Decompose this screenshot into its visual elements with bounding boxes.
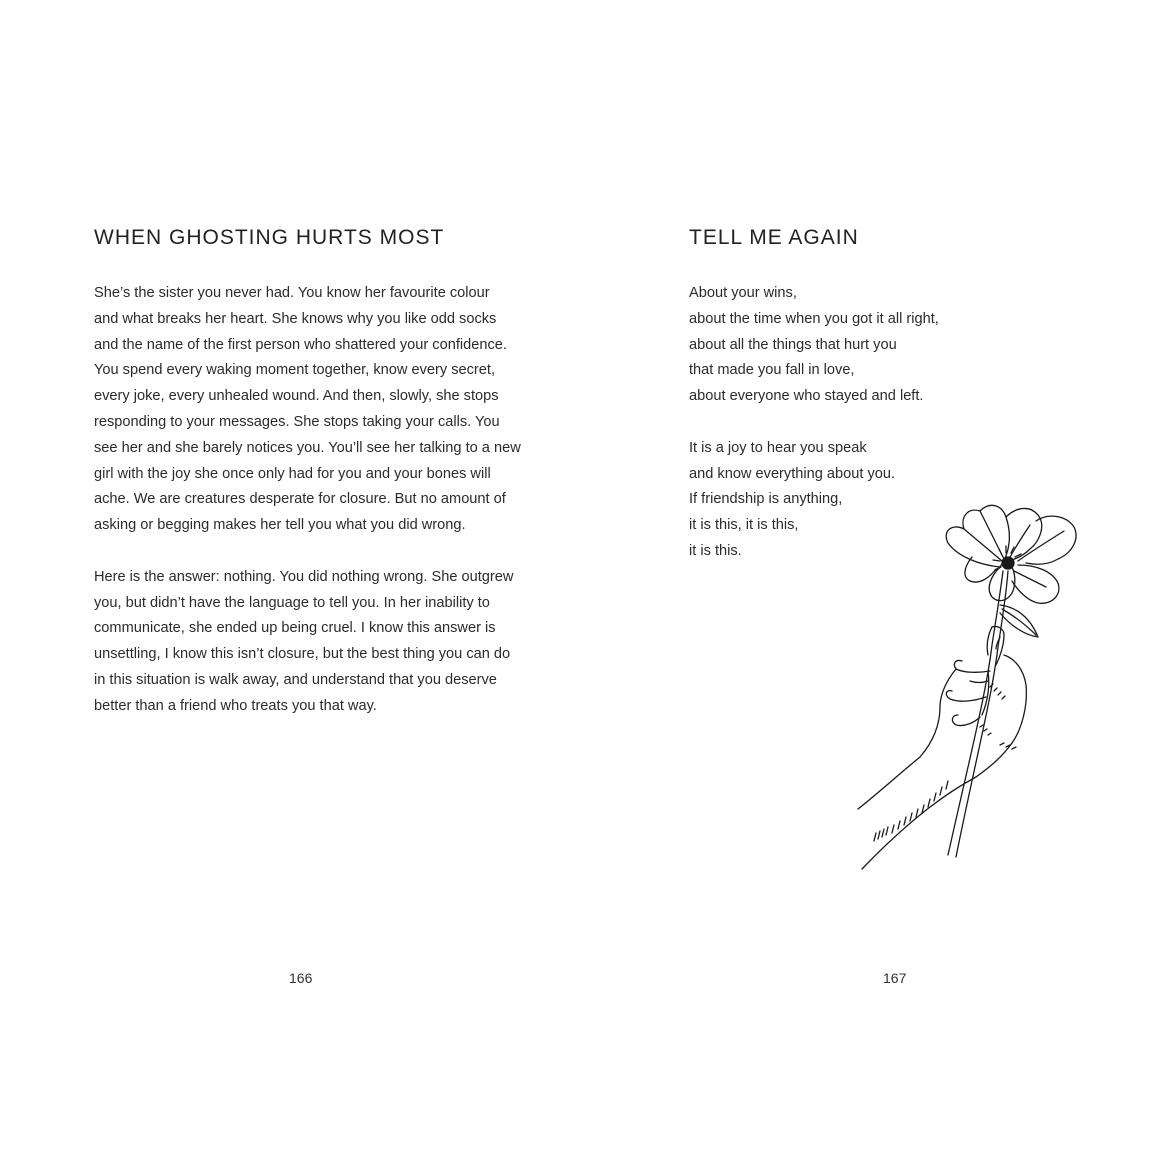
hand-holding-flower-icon (840, 495, 1085, 880)
poem-line: about everyone who stayed and left. (689, 388, 924, 405)
text-line: You spend every waking moment together, know every secret, (94, 362, 496, 379)
paragraph-gap (94, 539, 514, 565)
left-page-body (94, 281, 521, 720)
poem-line: About your wins, (689, 285, 797, 301)
poem-line: it is this, it is this, (689, 517, 799, 534)
text-line: in this situation is walk away, and understand that you deserve (94, 671, 497, 688)
poem-line: It is a joy to hear you speak (689, 439, 867, 456)
text-line: communicate, she ended up being cruel. I know this answer is (94, 620, 496, 637)
page-number: 167 (883, 970, 907, 986)
poem-line: and know everything about you. (689, 465, 896, 482)
text-line: and what breaks her heart. She knows why you like odd socks (94, 310, 497, 327)
text-line: She’s the sister you never had. You know her favourite colour (94, 285, 490, 301)
text-line: and the name of the first person who shattered your confidence. (94, 336, 507, 353)
stanza-gap (689, 410, 989, 436)
text-line: see her and she barely notices you. You’ll see her talking to a new (94, 439, 521, 456)
text-line: every joke, every unhealed wound. And then, slowly, she stops (94, 388, 499, 405)
page-number: 166 (289, 970, 313, 986)
poem-line: it is this. (689, 542, 742, 559)
hand (858, 626, 1026, 869)
text-line: unsettling, I know this isn’t closure, but the best thing you can do (94, 646, 511, 663)
poem-line: that made you fall in love, (689, 362, 855, 379)
text-line: asking or begging makes her tell you what you did wrong. (94, 517, 466, 534)
poem-line: about all the things that hurt you (689, 336, 897, 353)
left-page-title: WHEN GHOSTING HURTS MOST (94, 226, 445, 249)
text-line: responding to your messages. She stops taking your calls. You (94, 413, 500, 430)
poem-line: If friendship is anything, (689, 491, 843, 508)
text-line: ache. We are creatures desperate for closure. But no amount of (94, 491, 506, 508)
right-page-title: TELL ME AGAIN (689, 226, 859, 249)
poem-line: about the time when you got it all right, (689, 310, 939, 327)
text-line: Here is the answer: nothing. You did nothing wrong. She outgrew (94, 568, 514, 585)
text-line: better than a friend who treats you that way. (94, 697, 377, 714)
text-line: girl with the joy she once only had for you and your bones will (94, 465, 491, 482)
text-line: you, but didn’t have the language to tell you. In her inability to (94, 594, 490, 611)
flower-petals (946, 505, 1076, 603)
